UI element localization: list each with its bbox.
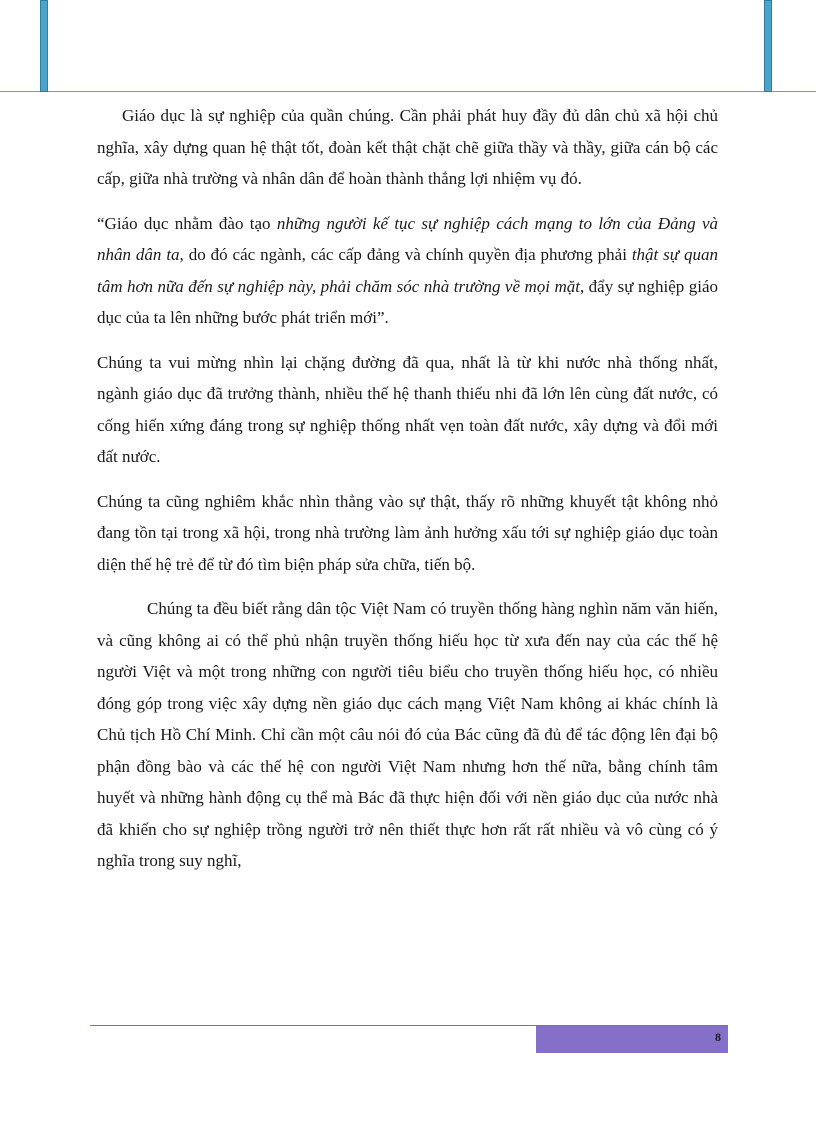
header-left-bar [40, 0, 48, 92]
quote-emphasis-2: thật sự quan tâm hơn nữa đến sự nghiệp này, phải chăm sóc nhà trường về mọi mặt [97, 245, 718, 296]
page-number-box [536, 1026, 728, 1053]
page-number: 8 [715, 1030, 721, 1044]
paragraph-1: Giáo dục là sự nghiệp của quần chúng. Cần phải phát huy đầy đủ dân chủ xã hội chủ nghĩa, xây dựng quan hệ thật tốt, đoàn kết thật chặt chẽ giữa thầy và thầy, giữa cán bộ các cấp, giữa nhà trường và nhân dân để hoàn thành thắng lợi nhiệm vụ đó. [97, 106, 718, 188]
quote-emphasis-1: những người kế tục sự nghiệp cách mạng to lớn của Đảng và nhân dân ta [97, 213, 718, 264]
paragraph-3: Chúng ta vui mừng nhìn lại chặng đường đã qua, nhất là từ khi nước nhà thống nhất, ngành giáo dục đã trưởng thành, nhiều thế hệ thanh thiếu nhi đã lớn lên cùng đất nước, có cống hiến xứng đáng trong sự nghiệp thống nhất vẹn toàn đất nước, xây dựng và đổi mới đất nước. [97, 352, 718, 466]
quote-segment-2: , do đó các ngành, các cấp đảng và chính quyền địa phương phải [179, 245, 632, 264]
document-body [97, 100, 718, 890]
header-rule [0, 91, 816, 92]
paragraph-5: Chúng ta đều biết rằng dân tộc Việt Nam có truyền thống hàng nghìn năm văn hiến, và cũng không ai có thể phủ nhận truyền thống hiếu học từ xưa đến nay của các thế hệ người Việt và một trong những con người tiêu biểu cho truyền thống hiếu học, có nhiều đóng góp trong việc xây dựng nền giáo dục cách mạng Việt Nam không ai khác chính là Chủ tịch Hồ Chí Minh. Chỉ cần một câu nói đó của Bác cũng đã đủ để tác động lên đại bộ phận đồng bào và các thế hệ con người Việt Nam nhưng hơn thế nữa, bằng chính tâm huyết và những hành động cụ thể mà Bác đã thực hiện đối với nền giáo dục của nước nhà đã khiến cho sự nghiệp trồng người trở nên thiết thực hơn rất rất nhiều và vô cùng có ý nghĩa trong suy nghĩ, [97, 599, 718, 870]
paragraph-4: Chúng ta cũng nghiêm khắc nhìn thẳng vào sự thật, thấy rõ những khuyết tật không nhỏ đang tồn tại trong xã hội, trong nhà trường làm ảnh hưởng xấu tới sự nghiệp giáo dục toàn diện thế hệ trẻ để từ đó tìm biện pháp sửa chữa, tiến bộ. [97, 491, 718, 574]
quote-segment-1: “Giáo dục nhằm đào tạo [97, 213, 277, 233]
paragraph-2-quote [97, 208, 718, 334]
header-right-bar [764, 0, 772, 92]
quote-segment-3: , đẩy sự nghiệp giáo dục của ta lên những bước phát triển mới”. [97, 276, 718, 327]
